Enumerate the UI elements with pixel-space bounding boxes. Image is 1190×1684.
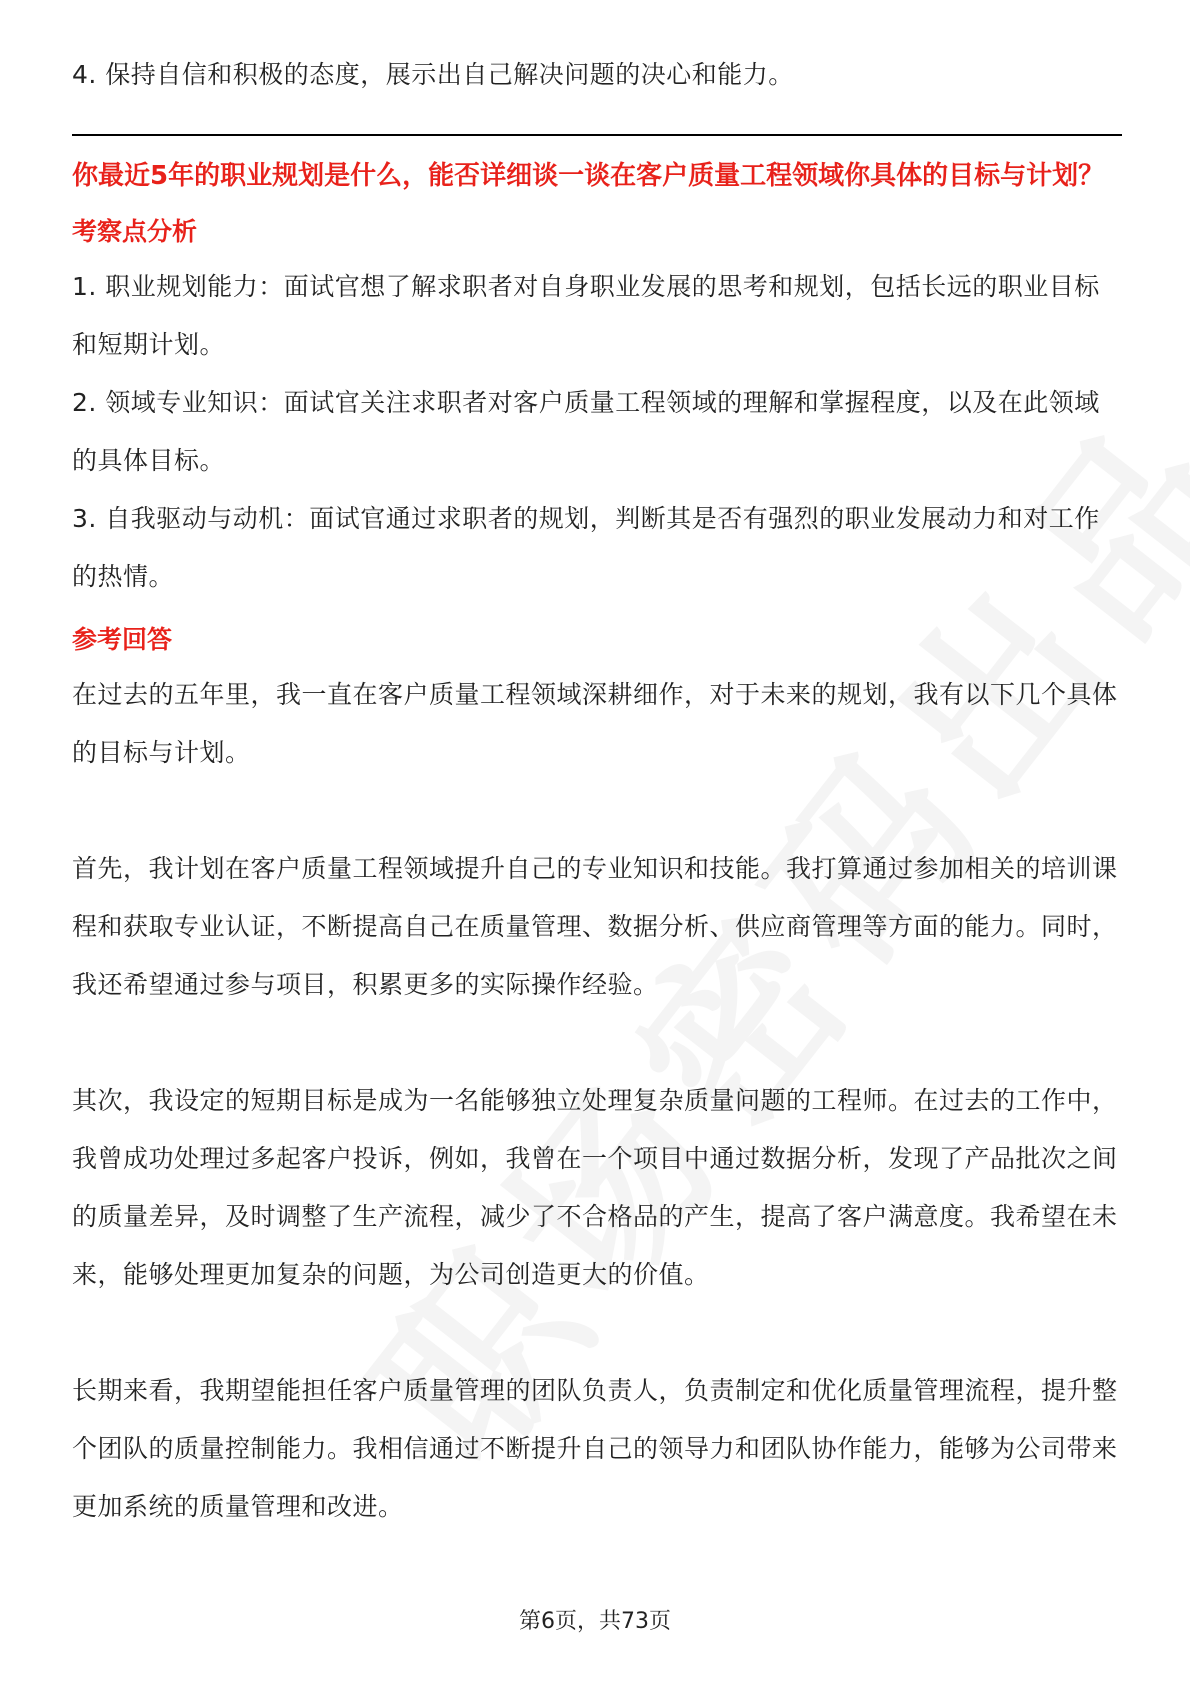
paragraph-gap — [72, 1014, 1122, 1072]
previous-answer-item: 4. 保持自信和积极的态度，展示出自己解决问题的决心和能力。 — [72, 60, 794, 89]
answer-paragraph-3: 其次，我设定的短期目标是成为一名能够独立处理复杂质量问题的工程师。在过去的工作中，我曾成功处理过多起客户投诉，例如，我曾在一个项目中通过数据分析，发现了产品批次之间的质量差异，及时调整了生产流程，减少了不合格品的产生，提高了客户满意度。我希望在未来，能够处理更加复杂的问题，为公司创造更大的价值。 — [72, 1086, 1118, 1289]
paragraph-gap — [72, 1304, 1122, 1362]
analysis-title: 考察点分析 — [72, 217, 198, 246]
analysis-item-1: 1. 职业规划能力：面试官想了解求职者对自身职业发展的思考和规划，包括长远的职业目标和短期计划。 — [72, 272, 1100, 359]
page-content — [72, 46, 1122, 1536]
answer-paragraph-2: 首先，我计划在客户质量工程领域提升自己的专业知识和技能。我打算通过参加相关的培训课程和获取专业认证，不断提高自己在质量管理、数据分析、供应商管理等方面的能力。同时，我还希望通过参与项目，积累更多的实际操作经验。 — [72, 854, 1118, 999]
answer-paragraph-4: 长期来看，我期望能担任客户质量管理的团队负责人，负责制定和优化质量管理流程，提升整个团队的质量控制能力。我相信通过不断提升自己的领导力和团队协作能力，能够为公司带来更加系统的质量管理和改进。 — [72, 1376, 1118, 1521]
paragraph-gap — [72, 782, 1122, 840]
page-number-footer: 第6页，共73页 — [519, 1609, 671, 1634]
analysis-item-2: 2. 领域专业知识：面试官关注求职者对客户质量工程领域的理解和掌握程度，以及在此领域的具体目标。 — [72, 388, 1100, 475]
analysis-item-3: 3. 自我驱动与动机：面试官通过求职者的规划，判断其是否有强烈的职业发展动力和对工作的热情。 — [72, 504, 1100, 591]
answer-title: 参考回答 — [72, 625, 173, 654]
interview-question: 你最近5年的职业规划是什么，能否详细谈一谈在客户质量工程领域你具体的目标与计划？ — [72, 161, 1105, 191]
answer-paragraph-1: 在过去的五年里，我一直在客户质量工程领域深耕细作，对于未来的规划，我有以下几个具体的目标与计划。 — [72, 680, 1118, 767]
section-divider — [72, 134, 1122, 136]
